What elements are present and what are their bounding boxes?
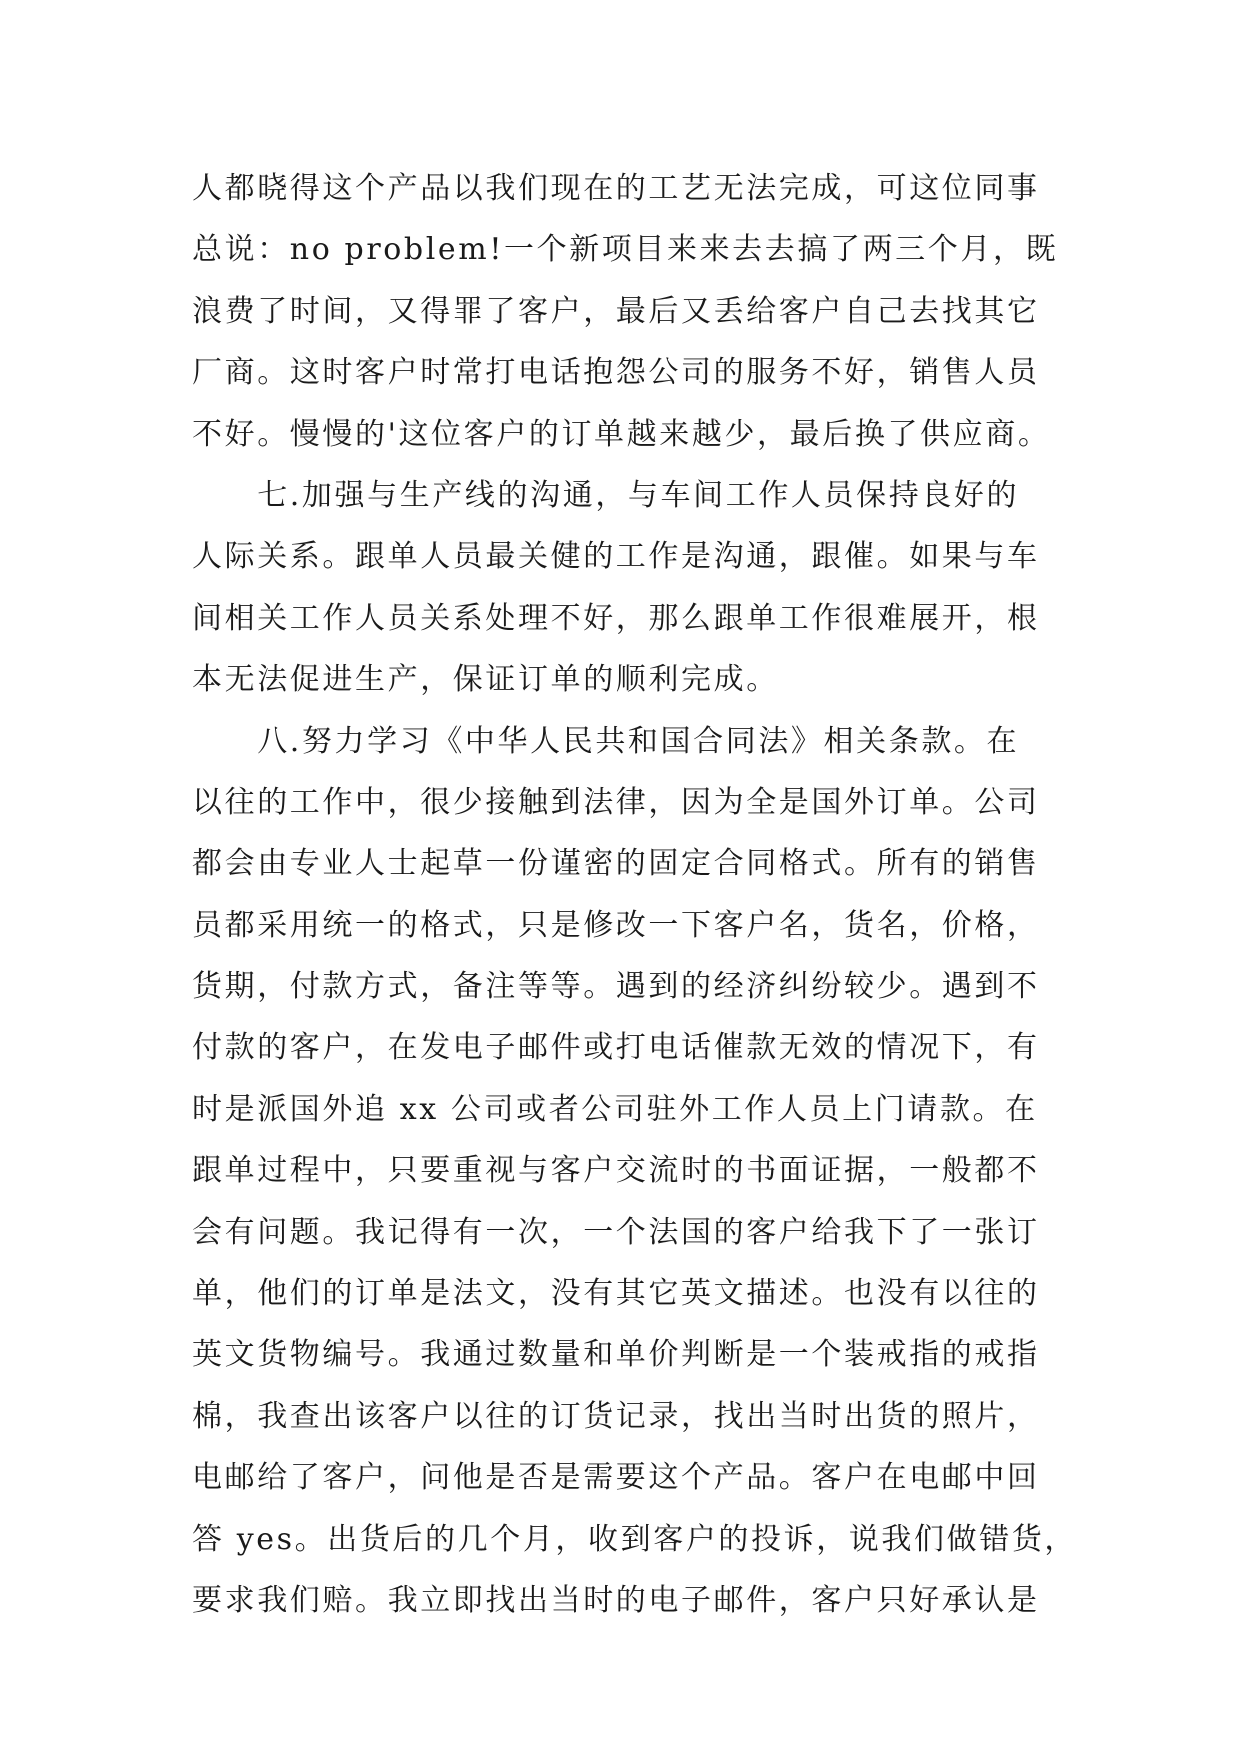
- section-heading-7: 七.加强与生产线的沟通，与车间工作人员保持良好的: [192, 477, 1020, 513]
- text-line: 本无法促进生产，保证订单的顺利完成。: [192, 662, 779, 698]
- text-line: 厂商。这时客户时常打电话抱怨公司的服务不好，销售人员: [192, 355, 1040, 391]
- text-line: 不好。慢慢的'这位客户的订单越来越少，最后换了供应商。: [192, 416, 1051, 452]
- text-line: 棉，我查出该客户以往的订货记录，找出当时出货的照片，: [192, 1398, 1040, 1434]
- text-line: 电邮给了客户，问他是否是需要这个产品。客户在电邮中回: [192, 1460, 1040, 1496]
- text-line: 都会由专业人士起草一份谨密的固定合同格式。所有的销售: [192, 846, 1040, 882]
- text-line: 员都采用统一的格式，只是修改一下客户名，货名，价格，: [192, 907, 1040, 943]
- text-line: 时是派国外追 xx 公司或者公司驻外工作人员上门请款。在: [192, 1091, 1038, 1127]
- text-line: 人都晓得这个产品以我们现在的工艺无法完成，可这位同事: [192, 171, 1040, 206]
- text-line: 跟单过程中，只要重视与客户交流时的书面证据，一般都不: [192, 1153, 1040, 1189]
- body-text: [192, 158, 1078, 1631]
- section-heading-8: 八.努力学习《中华人民共和国合同法》相关条款。在: [192, 723, 1020, 759]
- text-line: 以往的工作中，很少接触到法律，因为全是国外订单。公司: [192, 784, 1040, 820]
- text-line: 答 yes。出货后的几个月，收到客户的投诉，说我们做错货，: [192, 1521, 1078, 1557]
- text-line: 总说：no problem!一个新项目来来去去搞了两三个月，既: [192, 232, 1059, 268]
- text-line: 会有问题。我记得有一次，一个法国的客户给我下了一张订: [192, 1214, 1040, 1250]
- text-line: 人际关系。跟单人员最关健的工作是沟通，跟催。如果与车: [192, 539, 1040, 575]
- text-line: 付款的客户，在发电子邮件或打电话催款无效的情况下，有: [192, 1030, 1040, 1066]
- text-line: 要求我们赔。我立即找出当时的电子邮件，客户只好承认是: [192, 1582, 1040, 1618]
- text-line: 浪费了时间，又得罪了客户，最后又丢给客户自己去找其它: [192, 293, 1040, 329]
- text-line: 间相关工作人员关系处理不好，那么跟单工作很难展开，根: [192, 600, 1040, 636]
- text-line: 货期，付款方式，备注等等。遇到的经济纠纷较少。遇到不: [192, 969, 1040, 1005]
- text-line: 英文货物编号。我通过数量和单价判断是一个装戒指的戒指: [192, 1337, 1040, 1373]
- text-line: 单，他们的订单是法文，没有其它英文描述。也没有以往的: [192, 1276, 1040, 1312]
